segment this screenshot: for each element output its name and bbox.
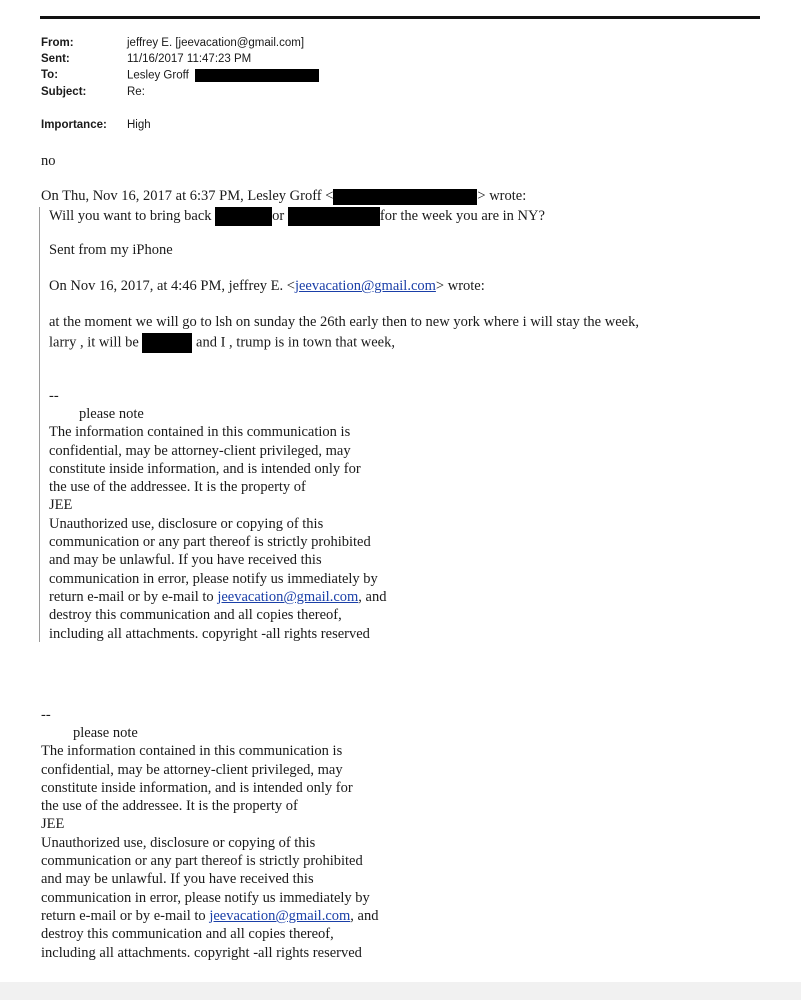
inner-disclaimer <box>49 405 386 643</box>
quote2-line1: at the moment we will go to lsh on sunday the 26th early then to new york where i will stay the week, <box>49 314 639 330</box>
quote1-line-end: for the week you are in NY? <box>379 207 545 224</box>
quote2-intro-text: On Nov 16, 2017, at 4:46 PM, jeffrey E. < <box>49 278 295 294</box>
reply-text: no <box>41 153 56 169</box>
disclaimer-line <box>49 588 386 606</box>
redaction-box <box>195 69 319 82</box>
disclaimer-line: The information contained in this communication is <box>41 743 343 760</box>
disclaimer-line: and may be unlawful. If you have received this <box>49 552 322 569</box>
disclaimer-note: please note <box>73 725 138 741</box>
quote2-intro <box>49 278 485 295</box>
disclaimer-line: The information contained in this communication is <box>49 424 351 441</box>
email-link[interactable]: jeevacation@gmail.com <box>294 278 436 294</box>
from-label: From: <box>41 37 74 49</box>
to-value <box>127 69 319 82</box>
disclaimer-line: destroy this communication and all copies thereof, <box>41 926 334 943</box>
disclaimer-line: constitute inside information, and is intended only for <box>49 460 361 477</box>
quote2-line2-start: larry , it will be <box>49 334 139 351</box>
subject-label: Subject: <box>41 86 87 98</box>
disclaimer-line: Unauthorized use, disclosure or copying of this <box>49 515 324 532</box>
email-link[interactable]: jeevacation@gmail.com <box>217 588 359 605</box>
importance-value: High <box>127 119 151 131</box>
disclaimer-line: communication or any part thereof is strictly prohibited <box>49 534 371 551</box>
sent-value: 11/16/2017 11:47:23 PM <box>127 53 252 65</box>
from-value: jeffrey E. [jeevacation@gmail.com] <box>127 37 305 49</box>
disclaimer-line-end: , and <box>350 907 379 924</box>
quote2-line2 <box>49 333 395 353</box>
top-rule <box>40 16 760 19</box>
disclaimer-line: including all attachments. copyright -all rights reserved <box>41 944 362 961</box>
disclaimer-line: Unauthorized use, disclosure or copying of this <box>41 834 316 851</box>
quote2-intro-end: > wrote: <box>435 278 485 294</box>
inner-disclaimer-dashes: -- <box>49 388 59 404</box>
disclaimer-line: communication in error, please notify us immediately by <box>49 570 378 587</box>
quote1-intro-text: On Thu, Nov 16, 2017 at 6:37 PM, Lesley Groff < <box>41 188 334 204</box>
disclaimer-line: constitute inside information, and is intended only for <box>41 779 353 796</box>
outer-disclaimer <box>41 724 378 962</box>
disclaimer-line-start: return e-mail or by e-mail to <box>49 588 218 605</box>
disclaimer-line: JEE <box>49 497 73 514</box>
sent-label: Sent: <box>41 53 70 65</box>
disclaimer-line: confidential, may be attorney-client privileged, may <box>41 761 343 778</box>
redaction-box <box>333 189 477 205</box>
outer-disclaimer-dashes: -- <box>41 707 51 723</box>
importance-label: Importance: <box>41 119 107 131</box>
redaction-box <box>215 207 272 226</box>
quote1-line-start: Will you want to bring back <box>49 207 212 224</box>
email-link[interactable]: jeevacation@gmail.com <box>209 907 351 924</box>
subject-value: Re: <box>127 86 145 98</box>
quote1-intro <box>41 188 526 205</box>
disclaimer-line-start: return e-mail or by e-mail to <box>41 907 210 924</box>
quote1-line-or: or <box>272 207 285 224</box>
sent-from-signature: Sent from my iPhone <box>49 242 173 258</box>
disclaimer-line <box>41 907 378 925</box>
redaction-box <box>288 207 380 226</box>
disclaimer-line: and may be unlawful. If you have received this <box>41 871 314 888</box>
disclaimer-line-end: , and <box>358 588 387 605</box>
disclaimer-line: including all attachments. copyright -all rights reserved <box>49 625 370 642</box>
disclaimer-line: communication in error, please notify us immediately by <box>41 889 370 906</box>
disclaimer-note: please note <box>79 406 144 422</box>
quote2-line2-end: and I , trump is in town that week, <box>196 334 395 351</box>
quote1-intro-end: > wrote: <box>477 188 527 204</box>
disclaimer-line: the use of the addressee. It is the property of <box>41 798 298 815</box>
quote-bar <box>39 207 40 642</box>
disclaimer-line: the use of the addressee. It is the property of <box>49 479 306 496</box>
to-label: To: <box>41 69 59 81</box>
page-bottom-edge <box>0 982 801 1000</box>
to-name: Lesley Groff <box>127 69 189 82</box>
disclaimer-line: confidential, may be attorney-client privileged, may <box>49 442 351 459</box>
quote1-line <box>49 207 545 226</box>
redaction-box <box>142 333 192 353</box>
disclaimer-line: communication or any part thereof is strictly prohibited <box>41 853 363 870</box>
disclaimer-line: destroy this communication and all copies thereof, <box>49 607 342 624</box>
disclaimer-line: JEE <box>41 816 65 833</box>
